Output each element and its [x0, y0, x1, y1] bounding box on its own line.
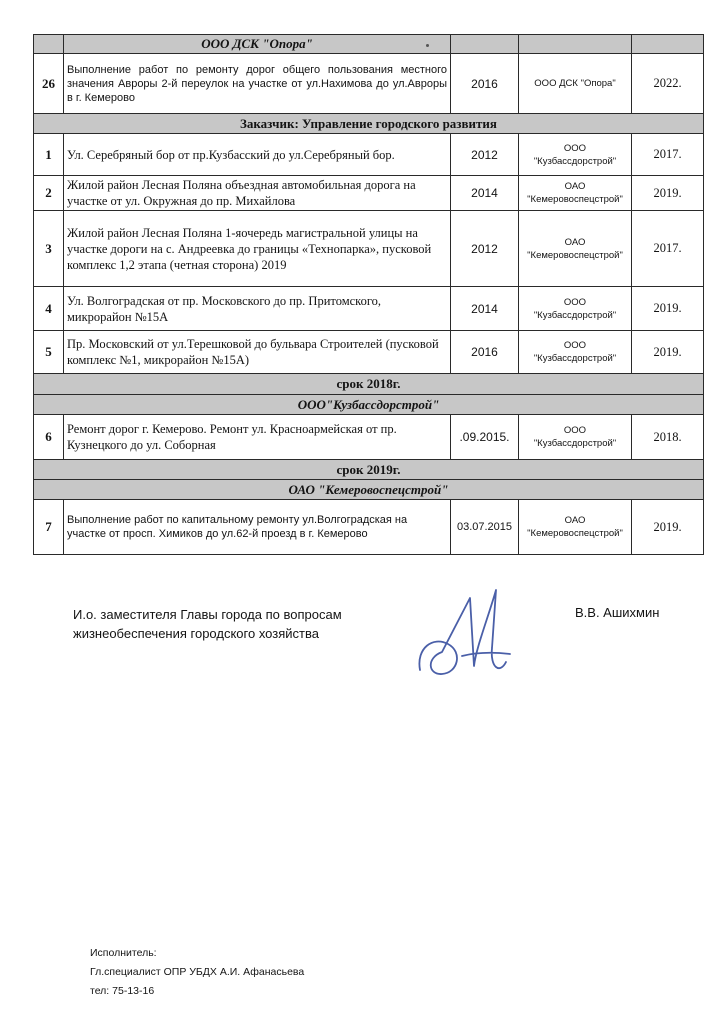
row-contractor: ООО "Кузбассдорстрой" — [519, 134, 632, 176]
row-year: 2022. — [632, 54, 704, 114]
org-2019-header: ОАО "Кемеровоспецстрой" — [34, 480, 704, 500]
row-contractor: ООО "Кузбассдорстрой" — [519, 331, 632, 374]
signatory-name: В.В. Ашихмин — [575, 605, 660, 620]
row-year: 2019. — [632, 331, 704, 374]
org-header-row — [34, 480, 704, 500]
org-header-row — [34, 395, 704, 415]
row-description: Жилой район Лесная Поляна 1-яочередь магистральной улицы на участке дороги на с. Андреевка до границы «Технопарка», пусковой комплекс 1,2 этапа (четная сторона) 2019 — [64, 211, 451, 287]
term-header-row — [34, 374, 704, 395]
row-number: 7 — [34, 500, 64, 555]
org-header-row — [34, 35, 704, 54]
row-number: 1 — [34, 134, 64, 176]
table-row — [34, 331, 704, 374]
table-row — [34, 500, 704, 555]
scan-speck — [426, 44, 429, 47]
signatory-position: И.о. заместителя Главы города по вопросам жизнеобеспечения городского хозяйства — [73, 607, 342, 641]
footer-executor — [90, 944, 304, 1001]
row-date: 2014 — [451, 287, 519, 331]
row-number: 4 — [34, 287, 64, 331]
row-date: 2012 — [451, 211, 519, 287]
customer-header-row — [34, 114, 704, 134]
row-contractor: ОАО "Кемеровоспецстрой" — [519, 176, 632, 211]
org-2018-header: ООО"Кузбассдорстрой" — [34, 395, 704, 415]
row-year: 2019. — [632, 176, 704, 211]
row-description: Ул. Серебряный бор от пр.Кузбасский до ул.Серебряный бор. — [64, 134, 451, 176]
row-year: 2017. — [632, 211, 704, 287]
row-date: 03.07.2015 — [451, 500, 519, 555]
executor-label: Исполнитель: — [90, 947, 157, 959]
row-number: 2 — [34, 176, 64, 211]
row-year: 2018. — [632, 415, 704, 460]
row-description: Пр. Московский от ул.Терешковой до бульвара Строителей (пусковой комплекс №1, микрорайон №15А) — [64, 331, 451, 374]
executor-phone: тел: 75-13-16 — [90, 985, 155, 997]
row-number: 6 — [34, 415, 64, 460]
term-2019-header: срок 2019г. — [34, 460, 704, 480]
row-year: 2019. — [632, 287, 704, 331]
row-description: Жилой район Лесная Поляна объездная автомобильная дорога на участке от ул. Окружная до пр. Михайлова — [64, 176, 451, 211]
row-contractor: ОАО "Кемеровоспецстрой" — [519, 211, 632, 287]
term-header-row — [34, 460, 704, 480]
executor-person: Гл.специалист ОПР УБДХ А.И. Афанасьева — [90, 966, 305, 978]
row-contractor: ООО ДСК "Опора" — [519, 54, 632, 114]
row-year: 2019. — [632, 500, 704, 555]
table-row — [34, 287, 704, 331]
row-description: Ул. Волгоградская от пр. Московского до пр. Притомского, микрорайон №15А — [64, 287, 451, 331]
row-date: 2014 — [451, 176, 519, 211]
works-table — [33, 34, 704, 555]
row-date: .09.2015. — [451, 415, 519, 460]
row-number: 3 — [34, 211, 64, 287]
row-year: 2017. — [632, 134, 704, 176]
term-2018-header: срок 2018г. — [34, 374, 704, 395]
row-date: 2016 — [451, 331, 519, 374]
row-contractor: ОАО "Кемеровоспецстрой" — [519, 500, 632, 555]
table-row — [34, 211, 704, 287]
table-row — [34, 176, 704, 211]
handwritten-signature — [408, 578, 528, 688]
row-date: 2012 — [451, 134, 519, 176]
row-contractor: ООО "Кузбассдорстрой" — [519, 287, 632, 331]
row-number: 5 — [34, 331, 64, 374]
table-row — [34, 415, 704, 460]
row-contractor: ООО "Кузбассдорстрой" — [519, 415, 632, 460]
table-row — [34, 54, 704, 114]
table-row — [34, 134, 704, 176]
row-description: Ремонт дорог г. Кемерово. Ремонт ул. Красноармейская от пр. Кузнецкого до ул. Соборная — [64, 415, 451, 460]
row-description: Выполнение работ по капитальному ремонту ул.Волгоградская на участке от просп. Химиков до ул.62-й проезд в г. Кемерово — [64, 500, 451, 555]
row-number: 26 — [34, 54, 64, 114]
row-description: Выполнение работ по ремонту дорог общего пользования местного значения Авроры 2-й переулок на участке от ул.Нахимова до ул.Авроры в г. Кемерово — [64, 54, 451, 114]
org-header-opora: ООО ДСК "Опора" — [64, 35, 451, 54]
row-date: 2016 — [451, 54, 519, 114]
customer-header: Заказчик: Управление городского развития — [34, 114, 704, 134]
